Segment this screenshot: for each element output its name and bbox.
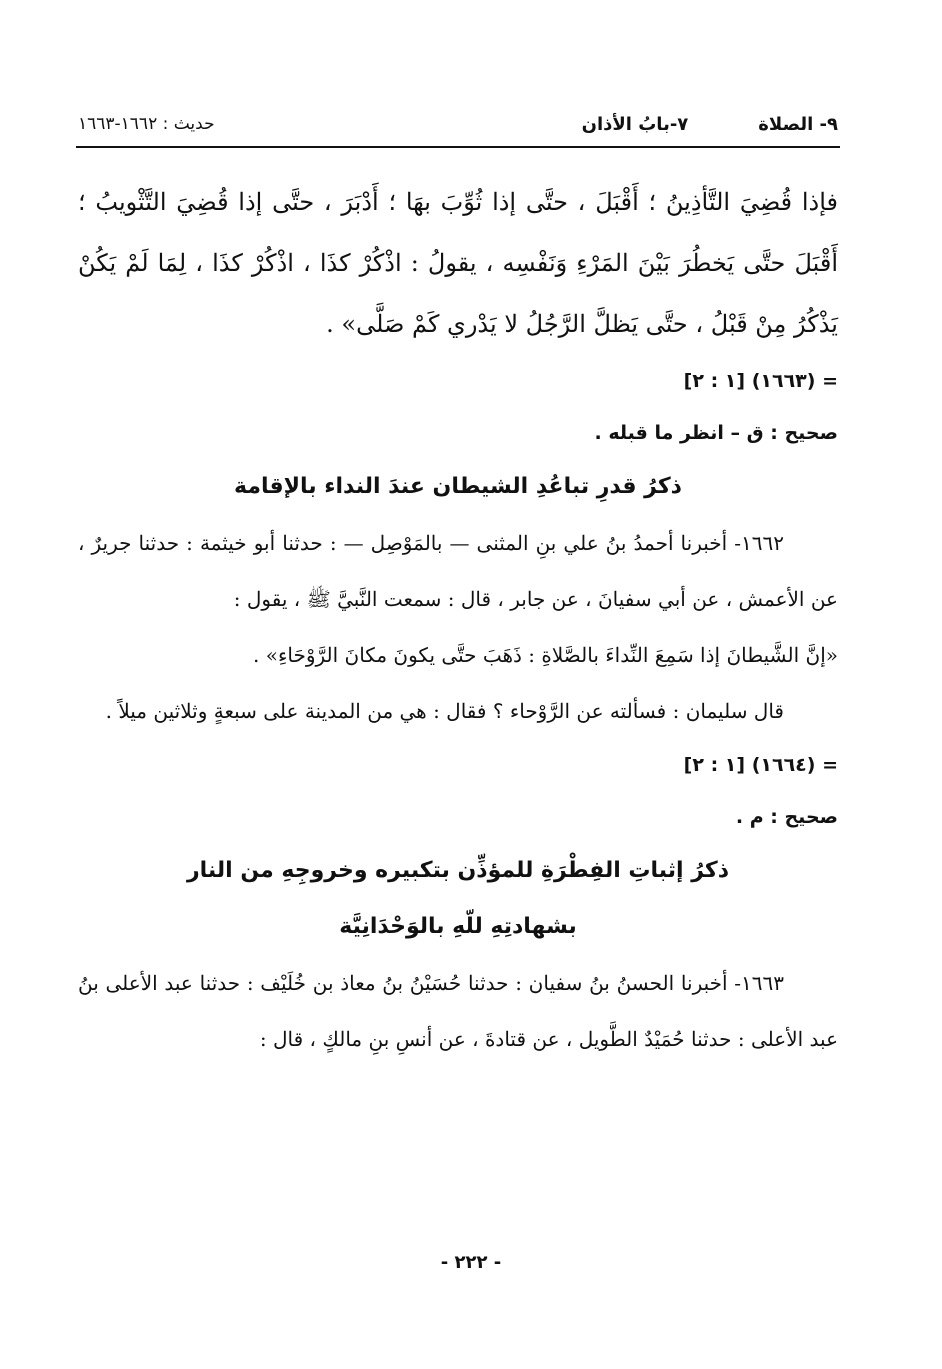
grading-note: صحيح : ق – انظر ما قبله . xyxy=(594,422,838,444)
running-header xyxy=(78,104,838,144)
page-number: - ٢٢٢ - xyxy=(440,1252,502,1273)
hadith-isnad: ١٦٦٣- أخبرنا الحسنُ بنُ سفيان : حدثنا حُسَيْنُ بنُ معاذ بن خُلَيْف : حدثنا عبد الأعلى بنُ عبد الأعلى : حدثنا حُمَيْدٌ الطَّويل ، عن قتادةَ ، عن أنسِ بنِ مالكٍ ، قال : xyxy=(78,971,838,1051)
section-heading-continued: بشهادتِهِ للّهِ بالوَحْدَانِيَّة xyxy=(339,914,577,939)
section-title: ٧-بابُ الأذان xyxy=(581,113,689,135)
cross-reference: = (١٦٦٣) [١ : ٢] xyxy=(683,370,838,392)
section-heading: ذكرُ إثباتِ الفِطْرَةِ للمؤذِّن بتكبيره وخروجِهِ من النار xyxy=(186,858,729,883)
cross-reference: = (١٦٦٤) [١ : ٢] xyxy=(683,754,838,776)
section-heading: ذكرُ قدرِ تباعُدِ الشيطان عندَ النداء بالإقامة xyxy=(234,474,682,499)
header-titles xyxy=(582,114,838,135)
page-body xyxy=(78,172,838,1067)
hadith-continuation: فإذا قُضِيَ التَّأذِينُ ؛ أَقْبَلَ ، حتَّى إذا ثُوِّبَ بهَا ؛ أَدْبَرَ ، حتَّى إذا قُضِيَ التَّثْويبُ ؛ أَقْبَلَ حتَّى يَخطُرَ بَيْنَ المَرْءِ وَنَفْسِه ، يقولُ : اذْكُرْ كذَا ، اذْكُرْ كذَا ، لِمَا لَمْ يَكُنْ يَذْكُرُ مِنْ قَبْلُ ، حتَّى يَظلَّ الرَّجُلُ لا يَدْري كَمْ صَلَّى» . xyxy=(78,188,839,338)
hadith-isnad: ١٦٦٢- أخبرنا أحمدُ بنُ علي بنِ المثنى — بالمَوْصِل — : حدثنا أبو خيثمة : حدثنا جريرٌ ، عن الأعمش ، عن أبي سفيانَ ، عن جابر ، قال : سمعت النَّبيَّ ﷺ ، يقول : xyxy=(78,531,838,611)
chapter-title: ٩- الصلاة xyxy=(758,113,838,135)
header-rule xyxy=(76,146,840,148)
hadith-matn: «إنَّ الشَّيطانَ إذا سَمِعَ النِّداءَ بالصَّلاةِ : ذَهَبَ حتَّى يكونَ مكانَ الرَّوْحَاءِ» . xyxy=(253,643,838,667)
grading-note: صحيح : م . xyxy=(735,806,838,828)
hadith-range: حديث : ١٦٦٢-١٦٦٣ xyxy=(78,114,215,134)
narrator-note: قال سليمان : فسألته عن الرَّوْحاء ؟ فقال : هي من المدينة على سبعةٍ وثلاثين ميلاً . xyxy=(105,699,784,723)
